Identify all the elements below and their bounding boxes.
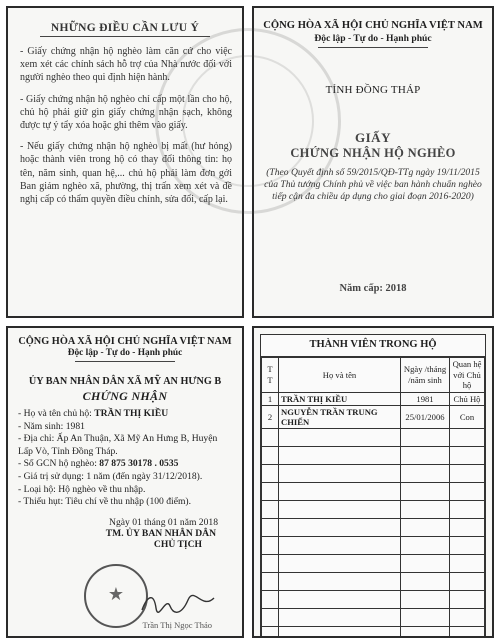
head-of-household-value: TRẦN THỊ KIỀU [94,408,169,419]
certificate-panel [6,326,244,638]
sign-role: CHỦ TỊCH [153,538,202,550]
signature-block [8,517,242,550]
cell-dob: 1981 [401,392,450,405]
field-label: - Số GCN hộ nghèo: [18,458,97,470]
national-motto: Độc lập - Tự do - Hạnh phúc [67,348,183,358]
household-type-field: - Loại hộ: Hộ nghèo về thu nhập. [18,483,146,495]
deficiency-field: - Thiếu hụt: Tiêu chí về thu nhập (100 điểm). [18,496,192,508]
certificate-number-field [18,458,234,471]
country-name: CỘNG HÒA XÃ HỘI CHỦ NGHĨA VIỆT NAM [18,336,232,347]
certificate-title: CHỨNG NHẬN [82,389,168,403]
notes-title: NHỮNG ĐIỀU CẦN LƯU Ý [40,22,210,37]
table-row [262,572,485,590]
legal-basis: (Theo Quyết định số 59/2015/QĐ-TTg ngày 19/11/2015 của Thủ tướng Chính phủ về việc ban hành chuẩn nghèo tiếp cận đa chiều áp dụng cho giai đoạn 2016-2020) [264,167,482,202]
notes-panel [6,6,244,318]
field-label: - Địa chỉ: [18,433,55,445]
members-table-frame [260,334,486,638]
head-of-household-field [18,408,234,421]
certificate-number-value: 87 875 30178 . 0535 [99,458,179,470]
cell-no: 1 [262,392,279,405]
cell-relation: Chủ Hộ [450,392,485,405]
table-header-row [262,358,485,393]
note-item: - Giấy chứng nhận hộ nghèo chỉ cấp một lần cho hộ, chủ hộ phải giữ gìn giấy chứng nhận sạch, không được tự ý tẩy xóa hoặc ghi thêm vào giấy. [20,93,232,132]
divider [75,361,175,362]
cell-name: TRẦN THỊ KIỀU [279,392,401,405]
members-title: THÀNH VIÊN TRONG HỘ [261,335,485,357]
table-row [262,626,485,638]
sign-org: TM. ỦY BAN NHÂN DÂN [105,527,216,539]
field-label: - Năm sinh: [18,420,64,432]
table-row [262,482,485,500]
cell-dob: 25/01/2006 [401,405,450,428]
issue-year: Năm cấp: 2018 [339,283,407,294]
cell-relation: Con [450,405,485,428]
validity-field: - Giá trị sử dụng: 1 năm (đến ngày 31/12/2018). [18,470,203,482]
table-row [262,446,485,464]
table-row [262,392,485,405]
col-dob: Ngày /tháng /năm sinh [401,358,450,393]
field-label: - Họ và tên chủ hộ: [18,408,92,419]
table-row [262,554,485,572]
table-row [262,590,485,608]
signature-icon [138,590,218,618]
members-panel [252,326,494,638]
birth-year-value: 1981 [65,420,85,432]
table-row [262,428,485,446]
national-motto: Độc lập - Tự do - Hạnh phúc [314,33,432,44]
col-relation: Quan hệ với Chủ hộ [450,358,485,393]
col-name: Họ và tên [279,358,401,393]
birth-year-field [18,421,234,434]
members-table [261,357,485,638]
col-no: T T [262,358,279,393]
cover-panel [252,6,494,318]
note-item: - Giấy chứng nhận hộ nghèo làm căn cứ cho việc xem xét các chính sách hỗ trợ của Nhà nước đối với người nghèo theo qui định hiện hành. [20,46,232,84]
document-title-line2: CHỨNG NHẬN HỘ NGHÈO [290,146,456,160]
note-item: - Nếu giấy chứng nhận hộ nghèo bị mất (hư hỏng) hoặc thành viên trong hộ có thay đổi thông tin: họ tên, năm sinh, quan hệ,... chủ hộ phải làm đơn gởi Ban giảm nghèo xã, phường, thị trấn xem xét và đề nghị cấp có thẩm quyền điều chỉnh, sửa đổi, cấp lại. [20,141,232,206]
cell-name: NGUYỄN TRẦN TRUNG CHIẾN [279,405,401,428]
document-title-line1: GIẤY [355,130,391,145]
sign-date: Ngày 01 tháng 01 năm 2018 [109,516,218,528]
table-row [262,608,485,626]
table-row [262,518,485,536]
signer-name: Trần Thị Ngọc Thảo [142,620,212,630]
address-value: Ấp An Thuận, Xã Mỹ An Hưng B, Huyện Lấp Vò, Tỉnh Đồng Tháp. [18,433,218,457]
issuing-authority: ỦY BAN NHÂN DÂN XÃ MỸ AN HƯNG B [28,376,222,387]
table-row [262,536,485,554]
table-row [262,405,485,428]
province-name: TỈNH ĐỒNG THÁP [325,84,421,96]
country-name: CỘNG HÒA XÃ HỘI CHỦ NGHĨA VIỆT NAM [263,20,483,31]
address-field [18,433,234,458]
divider [318,47,428,48]
table-row [262,500,485,518]
cell-no: 2 [262,405,279,428]
table-row [262,464,485,482]
